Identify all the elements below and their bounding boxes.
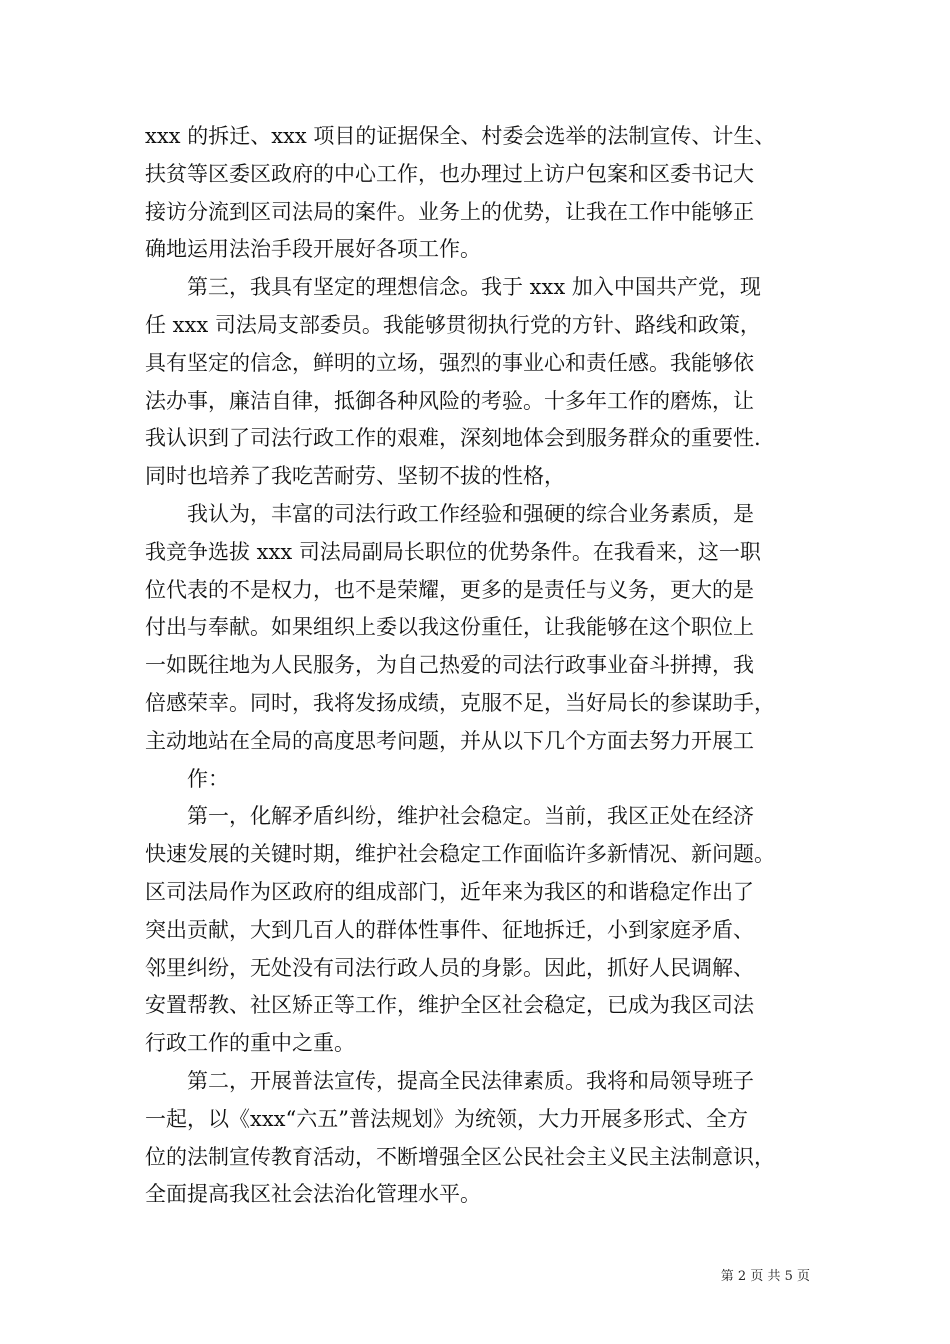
text-line: 扶贫等区委区政府的中心工作，也办理过上访户包案和区委书记大 xyxy=(145,161,754,186)
text-line: 我认识到了司法行政工作的艰难，深刻地体会到服务群众的重要性. xyxy=(145,426,761,451)
paragraph-first-line: 第三，我具有坚定的理想信念。我于 xxx 加入中国共产党，现 xyxy=(187,275,761,300)
paragraph-first-line: 第一，化解矛盾纠纷，维护社会稳定。当前，我区正处在经济 xyxy=(187,804,754,829)
text-line: 行政工作的重中之重。 xyxy=(145,1031,355,1056)
text-line: 我竞争选拔 xxx 司法局副局长职位的优势条件。在我看来，这一职 xyxy=(145,539,761,564)
text-line: 一如既往地为人民服务，为自己热爱的司法行政事业奋斗拼搏，我 xyxy=(145,653,754,678)
text-line: 确地运用法治手段开展好各项工作。 xyxy=(145,237,481,262)
text-line: xxx 的拆迁、xxx 项目的证据保全、村委会选举的法制宣传、计生、 xyxy=(145,124,776,148)
text-line: 快速发展的关键时期，维护社会稳定工作面临许多新情况、新问题。 xyxy=(145,842,775,867)
text-line: 邻里纠纷，无处没有司法行政人员的身影。因此，抓好人民调解、 xyxy=(145,955,754,980)
text-line: 突出贡献，大到几百人的群体性事件、征地拆迁，小到家庭矛盾、 xyxy=(145,917,754,942)
text-line: 任 xxx 司法局支部委员。我能够贯彻执行党的方针、路线和政策， xyxy=(145,312,761,337)
text-line: 付出与奉献。如果组织上委以我这份重任，让我能够在这个职位上 xyxy=(145,615,754,640)
text-line: 主动地站在全局的高度思考问题，并从以下几个方面去努力开展工 xyxy=(145,728,754,753)
text-line: 全面提高我区社会法治化管理水平。 xyxy=(145,1182,481,1207)
paragraph-first-line: 第二，开展普法宣传，提高全民法律素质。我将和局领导班子 xyxy=(187,1068,754,1093)
page-number: 第 2 页 共 5 页 xyxy=(720,1269,810,1284)
text-line: 接访分流到区司法局的案件。业务上的优势，让我在工作中能够正 xyxy=(145,199,754,224)
text-line: 法办事，廉洁自律，抵御各种风险的考验。十多年工作的磨炼，让 xyxy=(145,388,754,413)
text-line: 同时也培养了我吃苦耐劳、坚韧不拔的性格， xyxy=(145,464,565,489)
paragraph-first-line: 我认为，丰富的司法行政工作经验和强硬的综合业务素质，是 xyxy=(187,501,754,526)
body-text xyxy=(145,118,825,1214)
text-line: 安置帮教、社区矫正等工作，维护全区社会稳定，已成为我区司法 xyxy=(145,993,754,1018)
text-line: 一起，以《xxx“六五”普法规划》为统领，大力开展多形式、全方 xyxy=(145,1106,748,1131)
text-line: 区司法局作为区政府的组成部门，近年来为我区的和谐稳定作出了 xyxy=(145,879,754,904)
text-line: 作： xyxy=(187,766,229,791)
text-line: 位代表的不是权力，也不是荣耀，更多的是责任与义务，更大的是 xyxy=(145,577,754,602)
text-line: 位的法制宣传教育活动，不断增强全区公民社会主义民主法制意识， xyxy=(145,1144,775,1169)
text-line: 倍感荣幸。同时，我将发扬成绩，克服不足，当好局长的参谋助手， xyxy=(145,690,775,715)
text-line: 具有坚定的信念，鲜明的立场，强烈的事业心和责任感。我能够依 xyxy=(145,350,754,375)
